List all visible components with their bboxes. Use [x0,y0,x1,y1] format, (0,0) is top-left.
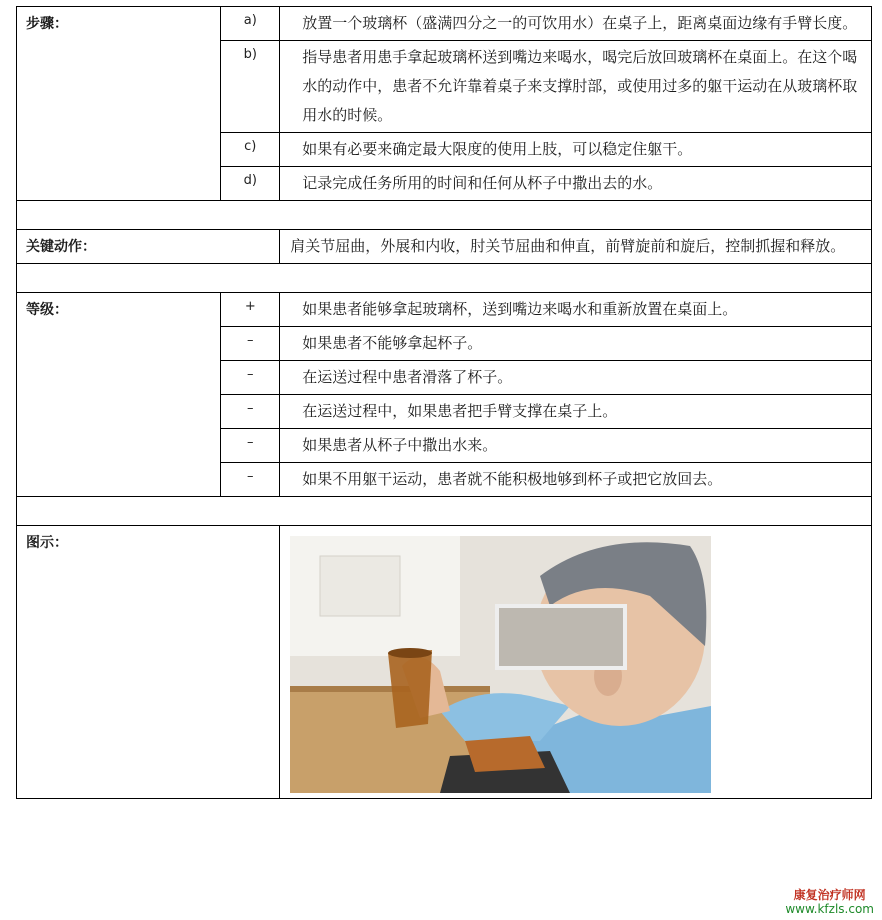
grade-text: 如果患者能够拿起玻璃杯，送到嘴边来喝水和重新放置在桌面上。 [280,293,872,327]
key-actions-heading: 关键动作： [17,230,280,264]
spacer-row [17,497,872,526]
grade-symbol: – [221,361,280,395]
step-row-a [17,7,872,41]
spacer-row [17,201,872,230]
grade-symbol: – [221,429,280,463]
grade-symbol: – [221,395,280,429]
step-text: 放置一个玻璃杯（盛满四分之一的可饮用水）在桌子上，距离桌面边缘有手臂长度。 [280,7,872,41]
step-label: a) [221,7,280,41]
step-text: 指导患者用患手拿起玻璃杯送到嘴边来喝水，喝完后放回玻璃杯在桌面上。在这个喝水的动作中，患者不允许靠着桌子来支撑肘部，或使用过多的躯干运动在从玻璃杯取用水的时候。 [280,41,872,133]
grade-text: 如果不用躯干运动，患者就不能积极地够到杯子或把它放回去。 [280,463,872,497]
step-text: 记录完成任务所用的时间和任何从杯子中撒出去的水。 [280,167,872,201]
illustration-heading: 图示： [17,526,280,799]
site-watermark [785,888,874,916]
grade-symbol: – [221,463,280,497]
grade-text: 在运送过程中，如果患者把手臂支撑在桌子上。 [280,395,872,429]
key-actions-row [17,230,872,264]
step-text: 如果有必要来确定最大限度的使用上肢，可以稳定住躯干。 [280,133,872,167]
step-label: b) [221,41,280,133]
steps-heading: 步骤： [17,7,221,201]
photo-illustration [290,536,711,793]
grade-text: 如果患者从杯子中撒出水来。 [280,429,872,463]
assessment-table [16,6,872,799]
illustration-cell [280,526,872,799]
key-actions-text: 肩关节屈曲，外展和内收，肘关节屈曲和伸直，前臂旋前和旋后，控制抓握和释放。 [280,230,872,264]
grade-row [17,293,872,327]
patient-drinking-photo [290,536,711,793]
grade-symbol: + [221,293,280,327]
illustration-row [17,526,872,799]
grading-heading: 等级： [17,293,221,497]
watermark-name: 康复治疗师网 [793,888,866,902]
grade-symbol: – [221,327,280,361]
step-label: c) [221,133,280,167]
step-label: d) [221,167,280,201]
spacer-row [17,264,872,293]
grade-text: 如果患者不能够拿起杯子。 [280,327,872,361]
grade-text: 在运送过程中患者滑落了杯子。 [280,361,872,395]
watermark-url: www.kfzls.com [785,902,874,916]
